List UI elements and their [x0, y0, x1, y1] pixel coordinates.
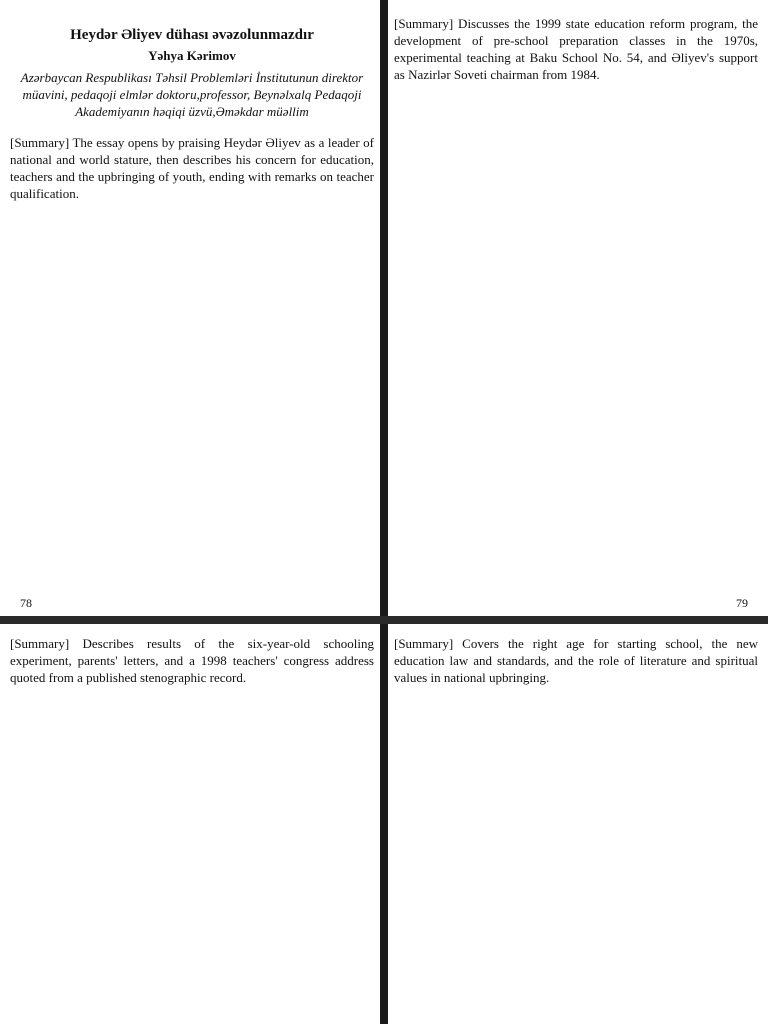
page-79 [384, 0, 768, 620]
page-summary: [Summary] Describes results of the six-year-old schooling experiment, parents' letters, and a 1998 teachers' congress address quoted from a published stenographic record. [10, 636, 374, 685]
page-summary: [Summary] Covers the right age for starting school, the new education law and standards, and the role of literature and spiritual values in national upbringing. [394, 636, 758, 685]
author-affiliation: Azərbaycan Respublikası Təhsil Problemləri İnstitutunun direktor müavini, pedaqoji elmlər doktoru,professor, Beynəlxalq Pedaqoji Akademiyanın həqiqi üzvü,Əməkdar müəllim [20, 70, 364, 120]
page-summary: [Summary] The essay opens by praising Heydər Əliyev as a leader of national and world stature, then describes his concern for education, teachers and the upbringing of youth, ending with remarks on teacher qualification. [10, 135, 374, 201]
article-title: Heydər Əliyev dühası əvəzolunmazdır [70, 27, 314, 43]
page-80 [0, 620, 384, 1024]
page-summary: [Summary] Discusses the 1999 state education reform program, the development of pre-school preparation classes in the 1970s, experimental teaching at Baku School No. 54, and Əliyev's support as Nazirlər Soveti chairman from 1984. [394, 16, 758, 82]
author-name: Yəhya Kərimov [148, 47, 236, 63]
page-81 [384, 620, 768, 1024]
page-number-left: 78 [20, 596, 32, 611]
page-number-right: 79 [736, 596, 748, 611]
page-78 [0, 0, 384, 620]
